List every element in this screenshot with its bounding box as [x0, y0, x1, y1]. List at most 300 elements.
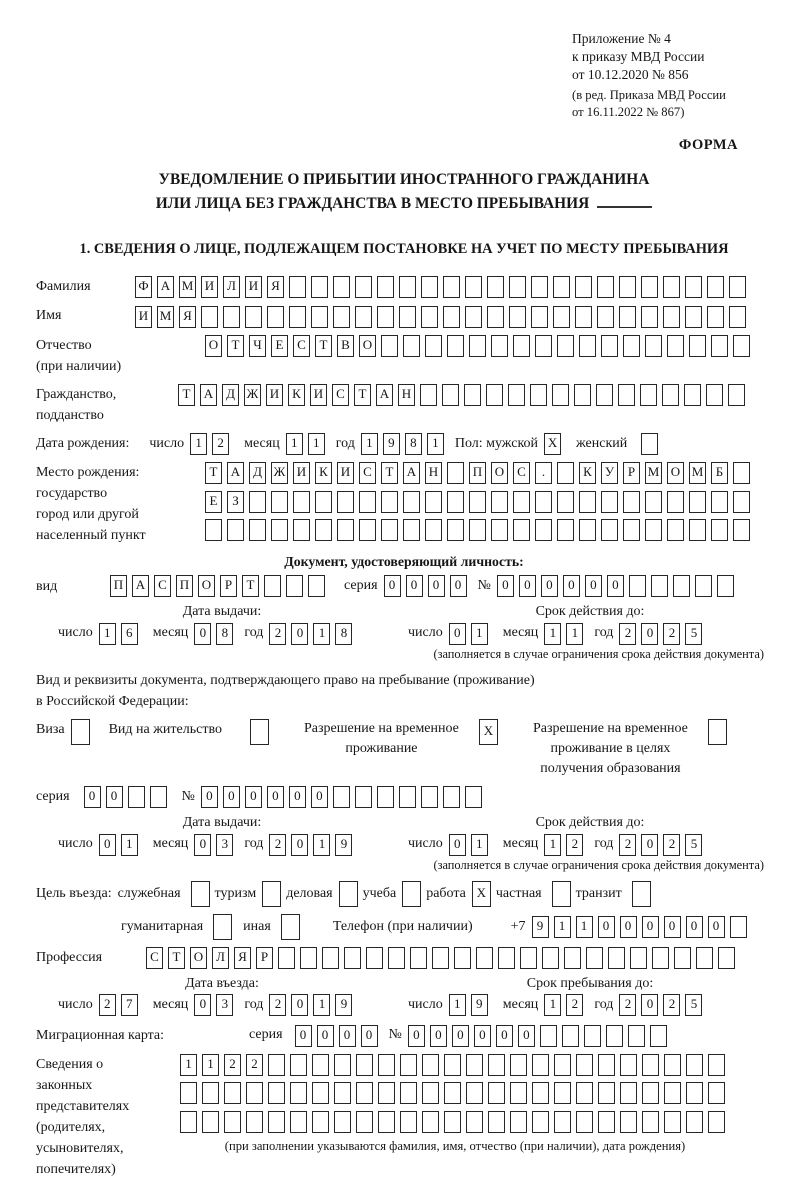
char-cell[interactable]: 1 — [313, 994, 330, 1016]
option-visa-checkbox[interactable] — [71, 719, 95, 745]
char-cell[interactable] — [532, 1054, 549, 1076]
char-cell[interactable]: И — [310, 384, 327, 406]
char-cell[interactable] — [223, 306, 240, 328]
stay-until-day-cells[interactable] — [449, 994, 493, 1016]
char-cell[interactable] — [620, 1111, 637, 1133]
char-cell[interactable]: 0 — [620, 916, 637, 938]
representatives-cells-row1[interactable] — [180, 1054, 730, 1076]
char-cell[interactable] — [632, 881, 651, 907]
char-cell[interactable] — [574, 384, 591, 406]
char-cell[interactable] — [606, 1025, 623, 1047]
stay-valid-day-cells[interactable] — [449, 833, 493, 855]
char-cell[interactable] — [711, 335, 728, 357]
char-cell[interactable]: О — [491, 462, 508, 484]
char-cell[interactable] — [312, 1111, 329, 1133]
char-cell[interactable] — [733, 519, 750, 541]
char-cell[interactable] — [246, 1082, 263, 1104]
char-cell[interactable] — [707, 306, 724, 328]
char-cell[interactable]: 0 — [291, 834, 308, 856]
char-cell[interactable] — [674, 947, 691, 969]
char-cell[interactable]: 2 — [212, 433, 229, 455]
doc-kind-cells[interactable] — [110, 575, 330, 597]
char-cell[interactable] — [491, 335, 508, 357]
char-cell[interactable] — [224, 1111, 241, 1133]
gender-female-checkbox[interactable] — [641, 433, 663, 455]
char-cell[interactable]: Я — [179, 306, 196, 328]
char-cell[interactable] — [359, 491, 376, 513]
char-cell[interactable]: Ж — [271, 462, 288, 484]
char-cell[interactable] — [466, 1054, 483, 1076]
char-cell[interactable]: 1 — [99, 623, 116, 645]
char-cell[interactable] — [711, 519, 728, 541]
char-cell[interactable] — [268, 1082, 285, 1104]
char-cell[interactable]: Ж — [244, 384, 261, 406]
stay-until-year-cells[interactable] — [619, 994, 707, 1016]
char-cell[interactable] — [271, 491, 288, 513]
stay-issue-month-cells[interactable] — [194, 833, 238, 855]
char-cell[interactable] — [557, 462, 574, 484]
char-cell[interactable]: X — [472, 881, 491, 907]
char-cell[interactable] — [509, 306, 526, 328]
char-cell[interactable] — [664, 1111, 681, 1133]
char-cell[interactable] — [466, 1111, 483, 1133]
entry-year-cells[interactable] — [269, 994, 357, 1016]
char-cell[interactable]: А — [157, 276, 174, 298]
char-cell[interactable] — [289, 306, 306, 328]
char-cell[interactable] — [662, 384, 679, 406]
char-cell[interactable] — [399, 306, 416, 328]
char-cell[interactable] — [618, 384, 635, 406]
char-cell[interactable] — [377, 306, 394, 328]
char-cell[interactable] — [315, 519, 332, 541]
char-cell[interactable]: 0 — [406, 575, 423, 597]
char-cell[interactable] — [553, 276, 570, 298]
char-cell[interactable]: Ф — [135, 276, 152, 298]
char-cell[interactable] — [667, 519, 684, 541]
char-cell[interactable] — [667, 491, 684, 513]
char-cell[interactable] — [422, 1054, 439, 1076]
char-cell[interactable]: С — [359, 462, 376, 484]
stay-number-cells[interactable] — [201, 786, 487, 808]
char-cell[interactable]: 2 — [269, 834, 286, 856]
char-cell[interactable] — [673, 575, 690, 597]
char-cell[interactable]: У — [601, 462, 618, 484]
char-cell[interactable] — [128, 786, 145, 808]
char-cell[interactable] — [708, 719, 727, 745]
char-cell[interactable]: А — [227, 462, 244, 484]
stay-series-cells[interactable] — [84, 786, 172, 808]
char-cell[interactable] — [576, 1111, 593, 1133]
birth-place-cells-row2[interactable] — [205, 490, 755, 512]
purpose-official-checkbox[interactable] — [191, 881, 215, 907]
char-cell[interactable] — [575, 276, 592, 298]
char-cell[interactable]: К — [315, 462, 332, 484]
char-cell[interactable] — [663, 306, 680, 328]
char-cell[interactable]: 0 — [664, 916, 681, 938]
char-cell[interactable] — [711, 491, 728, 513]
char-cell[interactable] — [264, 575, 281, 597]
char-cell[interactable]: З — [227, 491, 244, 513]
char-cell[interactable]: А — [200, 384, 217, 406]
char-cell[interactable] — [224, 1082, 241, 1104]
char-cell[interactable]: 6 — [121, 623, 138, 645]
char-cell[interactable] — [554, 1111, 571, 1133]
char-cell[interactable]: 0 — [519, 575, 536, 597]
char-cell[interactable] — [708, 1054, 725, 1076]
char-cell[interactable] — [421, 276, 438, 298]
char-cell[interactable]: Т — [168, 947, 185, 969]
char-cell[interactable]: 2 — [269, 623, 286, 645]
char-cell[interactable] — [488, 1054, 505, 1076]
char-cell[interactable] — [579, 519, 596, 541]
char-cell[interactable]: 2 — [619, 994, 636, 1016]
char-cell[interactable]: 0 — [518, 1025, 535, 1047]
char-cell[interactable] — [488, 1111, 505, 1133]
char-cell[interactable] — [443, 786, 460, 808]
char-cell[interactable] — [554, 1054, 571, 1076]
char-cell[interactable]: 0 — [642, 916, 659, 938]
option-temp-residence-education-checkbox[interactable] — [708, 719, 732, 745]
char-cell[interactable] — [227, 519, 244, 541]
char-cell[interactable] — [642, 1054, 659, 1076]
char-cell[interactable]: 0 — [223, 786, 240, 808]
char-cell[interactable]: 0 — [311, 786, 328, 808]
char-cell[interactable] — [597, 276, 614, 298]
char-cell[interactable] — [281, 914, 300, 940]
char-cell[interactable] — [531, 276, 548, 298]
char-cell[interactable] — [562, 1025, 579, 1047]
char-cell[interactable] — [510, 1054, 527, 1076]
stay-issue-day-cells[interactable] — [99, 833, 143, 855]
char-cell[interactable] — [355, 786, 372, 808]
char-cell[interactable] — [334, 1082, 351, 1104]
char-cell[interactable]: А — [403, 462, 420, 484]
char-cell[interactable] — [334, 1111, 351, 1133]
stay-valid-month-cells[interactable] — [544, 833, 588, 855]
char-cell[interactable] — [337, 491, 354, 513]
char-cell[interactable] — [377, 786, 394, 808]
char-cell[interactable]: 2 — [619, 623, 636, 645]
char-cell[interactable] — [262, 881, 281, 907]
char-cell[interactable] — [554, 1082, 571, 1104]
char-cell[interactable]: 2 — [566, 994, 583, 1016]
char-cell[interactable] — [535, 491, 552, 513]
char-cell[interactable] — [706, 384, 723, 406]
char-cell[interactable] — [645, 491, 662, 513]
char-cell[interactable] — [696, 947, 713, 969]
char-cell[interactable]: И — [266, 384, 283, 406]
char-cell[interactable] — [213, 914, 232, 940]
char-cell[interactable] — [584, 1025, 601, 1047]
char-cell[interactable] — [552, 384, 569, 406]
char-cell[interactable]: 8 — [335, 623, 352, 645]
char-cell[interactable] — [201, 306, 218, 328]
char-cell[interactable]: X — [544, 433, 561, 455]
char-cell[interactable]: 0 — [99, 834, 116, 856]
char-cell[interactable]: 9 — [383, 433, 400, 455]
char-cell[interactable] — [315, 491, 332, 513]
char-cell[interactable] — [509, 276, 526, 298]
char-cell[interactable] — [289, 276, 306, 298]
purpose-business-checkbox[interactable] — [339, 881, 363, 907]
doc-issue-month-cells[interactable] — [194, 622, 238, 644]
char-cell[interactable] — [410, 947, 427, 969]
char-cell[interactable] — [598, 1111, 615, 1133]
char-cell[interactable] — [620, 1054, 637, 1076]
char-cell[interactable] — [465, 276, 482, 298]
char-cell[interactable]: 1 — [202, 1054, 219, 1076]
doc-issue-day-cells[interactable] — [99, 622, 143, 644]
char-cell[interactable] — [619, 276, 636, 298]
char-cell[interactable] — [628, 1025, 645, 1047]
char-cell[interactable]: 1 — [576, 916, 593, 938]
char-cell[interactable] — [399, 276, 416, 298]
char-cell[interactable]: 1 — [471, 834, 488, 856]
char-cell[interactable]: 0 — [474, 1025, 491, 1047]
char-cell[interactable] — [553, 306, 570, 328]
char-cell[interactable] — [645, 335, 662, 357]
char-cell[interactable]: Т — [315, 335, 332, 357]
char-cell[interactable]: 1 — [180, 1054, 197, 1076]
char-cell[interactable] — [689, 335, 706, 357]
char-cell[interactable] — [718, 947, 735, 969]
char-cell[interactable] — [334, 1054, 351, 1076]
char-cell[interactable] — [469, 335, 486, 357]
char-cell[interactable] — [425, 491, 442, 513]
char-cell[interactable]: Л — [212, 947, 229, 969]
char-cell[interactable] — [469, 491, 486, 513]
char-cell[interactable] — [425, 335, 442, 357]
char-cell[interactable] — [271, 519, 288, 541]
char-cell[interactable]: И — [293, 462, 310, 484]
char-cell[interactable]: П — [110, 575, 127, 597]
char-cell[interactable]: 2 — [224, 1054, 241, 1076]
char-cell[interactable] — [652, 947, 669, 969]
char-cell[interactable]: М — [689, 462, 706, 484]
char-cell[interactable] — [664, 1082, 681, 1104]
char-cell[interactable] — [333, 306, 350, 328]
char-cell[interactable] — [645, 519, 662, 541]
char-cell[interactable]: 0 — [496, 1025, 513, 1047]
char-cell[interactable] — [510, 1082, 527, 1104]
char-cell[interactable] — [400, 1054, 417, 1076]
char-cell[interactable]: 0 — [641, 994, 658, 1016]
char-cell[interactable]: И — [337, 462, 354, 484]
char-cell[interactable]: 1 — [471, 623, 488, 645]
char-cell[interactable]: Н — [425, 462, 442, 484]
char-cell[interactable] — [425, 519, 442, 541]
char-cell[interactable] — [444, 1082, 461, 1104]
char-cell[interactable] — [377, 276, 394, 298]
char-cell[interactable]: 9 — [532, 916, 549, 938]
char-cell[interactable] — [498, 947, 515, 969]
char-cell[interactable]: 2 — [619, 834, 636, 856]
char-cell[interactable]: С — [154, 575, 171, 597]
char-cell[interactable] — [378, 1082, 395, 1104]
char-cell[interactable] — [733, 491, 750, 513]
char-cell[interactable] — [597, 306, 614, 328]
char-cell[interactable]: 0 — [291, 994, 308, 1016]
purpose-humanitarian-checkbox[interactable] — [213, 914, 237, 940]
char-cell[interactable] — [447, 335, 464, 357]
char-cell[interactable]: О — [205, 335, 222, 357]
char-cell[interactable]: О — [190, 947, 207, 969]
char-cell[interactable] — [400, 1082, 417, 1104]
char-cell[interactable] — [733, 335, 750, 357]
char-cell[interactable] — [579, 491, 596, 513]
char-cell[interactable] — [366, 947, 383, 969]
char-cell[interactable] — [312, 1054, 329, 1076]
char-cell[interactable] — [650, 1025, 667, 1047]
char-cell[interactable] — [381, 335, 398, 357]
char-cell[interactable]: 8 — [216, 623, 233, 645]
patronymic-cells[interactable] — [205, 335, 755, 357]
char-cell[interactable]: 0 — [607, 575, 624, 597]
char-cell[interactable]: М — [157, 306, 174, 328]
char-cell[interactable]: 0 — [408, 1025, 425, 1047]
char-cell[interactable] — [508, 384, 525, 406]
char-cell[interactable] — [733, 462, 750, 484]
birth-place-cells-row3[interactable] — [205, 519, 755, 541]
doc-number-cells[interactable] — [497, 575, 739, 597]
char-cell[interactable]: Т — [242, 575, 259, 597]
char-cell[interactable] — [623, 519, 640, 541]
char-cell[interactable] — [249, 491, 266, 513]
char-cell[interactable] — [513, 519, 530, 541]
char-cell[interactable] — [623, 491, 640, 513]
char-cell[interactable] — [576, 1082, 593, 1104]
char-cell[interactable]: Т — [205, 462, 222, 484]
char-cell[interactable] — [557, 519, 574, 541]
char-cell[interactable]: 5 — [685, 994, 702, 1016]
char-cell[interactable]: 9 — [471, 994, 488, 1016]
birth-day-cells[interactable] — [190, 433, 234, 455]
char-cell[interactable]: О — [359, 335, 376, 357]
char-cell[interactable] — [378, 1054, 395, 1076]
char-cell[interactable] — [557, 491, 574, 513]
char-cell[interactable] — [532, 1082, 549, 1104]
char-cell[interactable]: Я — [267, 276, 284, 298]
char-cell[interactable] — [601, 519, 618, 541]
char-cell[interactable] — [465, 306, 482, 328]
char-cell[interactable] — [520, 947, 537, 969]
entry-month-cells[interactable] — [194, 994, 238, 1016]
char-cell[interactable] — [403, 335, 420, 357]
char-cell[interactable]: 0 — [708, 916, 725, 938]
char-cell[interactable]: К — [579, 462, 596, 484]
given-name-cells[interactable] — [135, 305, 751, 327]
char-cell[interactable] — [286, 575, 303, 597]
char-cell[interactable]: Е — [205, 491, 222, 513]
char-cell[interactable] — [601, 491, 618, 513]
char-cell[interactable] — [685, 306, 702, 328]
char-cell[interactable] — [422, 1082, 439, 1104]
char-cell[interactable] — [686, 1082, 703, 1104]
char-cell[interactable]: 0 — [295, 1025, 312, 1047]
char-cell[interactable] — [576, 1054, 593, 1076]
char-cell[interactable]: О — [198, 575, 215, 597]
representatives-cells-row2[interactable] — [180, 1082, 730, 1104]
char-cell[interactable] — [601, 335, 618, 357]
char-cell[interactable] — [708, 1082, 725, 1104]
char-cell[interactable] — [378, 1111, 395, 1133]
char-cell[interactable] — [685, 276, 702, 298]
representatives-cells-row3[interactable] — [180, 1110, 730, 1132]
char-cell[interactable] — [487, 306, 504, 328]
birth-place-cells-row1[interactable] — [205, 462, 755, 484]
char-cell[interactable]: 1 — [313, 834, 330, 856]
char-cell[interactable] — [598, 1054, 615, 1076]
char-cell[interactable] — [729, 276, 746, 298]
char-cell[interactable] — [421, 786, 438, 808]
char-cell[interactable]: 2 — [663, 623, 680, 645]
migration-series-cells[interactable] — [295, 1024, 383, 1046]
char-cell[interactable] — [359, 519, 376, 541]
char-cell[interactable] — [293, 519, 310, 541]
char-cell[interactable] — [640, 384, 657, 406]
char-cell[interactable]: 1 — [121, 834, 138, 856]
char-cell[interactable] — [356, 1111, 373, 1133]
surname-cells[interactable] — [135, 276, 751, 298]
char-cell[interactable] — [202, 1082, 219, 1104]
purpose-work-checkbox[interactable] — [472, 881, 496, 907]
char-cell[interactable] — [469, 519, 486, 541]
char-cell[interactable]: 0 — [430, 1025, 447, 1047]
char-cell[interactable] — [510, 1111, 527, 1133]
char-cell[interactable]: 3 — [216, 834, 233, 856]
char-cell[interactable] — [667, 335, 684, 357]
char-cell[interactable] — [344, 947, 361, 969]
char-cell[interactable]: 9 — [335, 834, 352, 856]
char-cell[interactable]: Т — [227, 335, 244, 357]
citizenship-cells[interactable] — [178, 384, 750, 406]
char-cell[interactable]: 0 — [585, 575, 602, 597]
char-cell[interactable]: 0 — [449, 623, 466, 645]
char-cell[interactable] — [717, 575, 734, 597]
char-cell[interactable]: 0 — [245, 786, 262, 808]
purpose-private-checkbox[interactable] — [552, 881, 576, 907]
char-cell[interactable]: Д — [222, 384, 239, 406]
char-cell[interactable] — [245, 306, 262, 328]
char-cell[interactable]: 1 — [544, 623, 561, 645]
char-cell[interactable] — [290, 1082, 307, 1104]
char-cell[interactable]: 2 — [99, 994, 116, 1016]
char-cell[interactable]: . — [535, 462, 552, 484]
char-cell[interactable] — [403, 491, 420, 513]
char-cell[interactable] — [686, 1111, 703, 1133]
char-cell[interactable]: П — [469, 462, 486, 484]
char-cell[interactable]: 0 — [686, 916, 703, 938]
char-cell[interactable]: М — [179, 276, 196, 298]
char-cell[interactable]: 9 — [335, 994, 352, 1016]
purpose-transit-checkbox[interactable] — [632, 881, 656, 907]
char-cell[interactable]: 2 — [566, 834, 583, 856]
char-cell[interactable] — [532, 1111, 549, 1133]
char-cell[interactable]: 2 — [663, 994, 680, 1016]
option-residence-permit-checkbox[interactable] — [250, 719, 274, 745]
char-cell[interactable] — [575, 306, 592, 328]
char-cell[interactable]: 1 — [544, 994, 561, 1016]
char-cell[interactable] — [403, 519, 420, 541]
char-cell[interactable] — [337, 519, 354, 541]
char-cell[interactable]: 1 — [544, 834, 561, 856]
char-cell[interactable]: П — [176, 575, 193, 597]
char-cell[interactable] — [381, 491, 398, 513]
char-cell[interactable] — [579, 335, 596, 357]
char-cell[interactable]: 5 — [685, 834, 702, 856]
char-cell[interactable]: Т — [381, 462, 398, 484]
char-cell[interactable] — [267, 306, 284, 328]
